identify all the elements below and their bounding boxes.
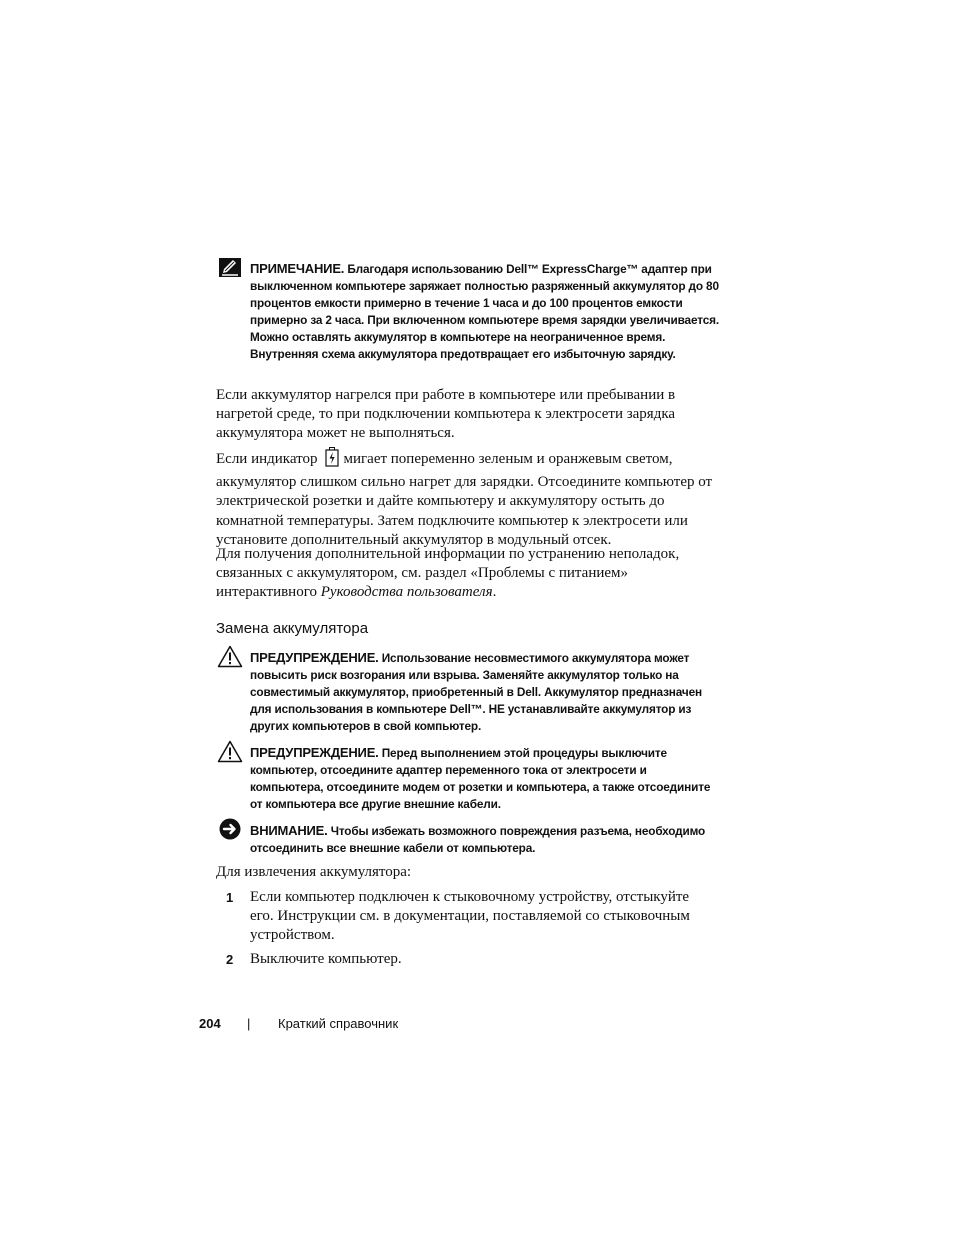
paragraph-more-info-after: . <box>492 584 497 601</box>
page-number: 204 <box>199 1016 221 1031</box>
step-number: 1 <box>226 890 234 905</box>
step-number: 2 <box>226 952 234 967</box>
footer-separator: | <box>247 1016 251 1031</box>
paragraph-indicator-before: Если индикатор <box>216 451 318 467</box>
section-title: Замена аккумулятора <box>216 620 369 637</box>
paragraph-overheat: Если аккумулятор нагрелся при работе в компьютере или пребывании в нагретой среде, то при подключении компьютера к электросети зарядка аккумулятора может не выполняться. <box>216 387 676 442</box>
note-pencil-icon <box>219 258 241 282</box>
step-text: Если компьютер подключен к стыковочному устройству, отстыкуйте его. Инструкции см. в документации, поставляемой со стыковочным устройством. <box>250 889 690 944</box>
caution-hand-icon <box>219 818 241 845</box>
warning-2-text: Перед выполнением этой процедуры выключите компьютер, отсоедините адаптер переменного тока от электросети и компьютера, отсоедините модем от розетки и компьютера, а также отсоедините от компьютера все другие внешние кабели. <box>250 746 711 811</box>
paragraph-indicator-after: мигает попеременно зеленым и оранжевым светом, аккумулятор слишком сильно нагрет для зарядки. Отсоедините компьютер от электрической розетки и дайте компьютеру и аккумулятору остыть до комнатной температуры. Затем подключите компьютер к электросети или установите дополнительный аккумулятор в модульный отсек. <box>216 451 713 548</box>
warning-triangle-icon <box>217 645 243 673</box>
caution-label: ВНИМАНИЕ. <box>250 823 328 838</box>
paragraph-more-info-italic: Руководства пользователя <box>320 584 493 601</box>
warning-1-text: Использование несовместимого аккумулятора может повысить риск возгорания или взрыва. Заменяйте аккумулятор только на совместимый аккумулятор, приобретенный в Dell. Аккумулятор предназначен для использования в компьютере Dell™. НЕ устанавливайте аккумулятор из других компьютеров в свой компьютер. <box>250 651 702 733</box>
warning-2-label: ПРЕДУПРЕЖДЕНИЕ. <box>250 745 379 760</box>
paragraph-more-info-before: Для получения дополнительной информации по устранению неполадок, связанных с аккумулятором, см. раздел «Проблемы с питанием» интерактивного <box>216 546 680 601</box>
warning-block-1 <box>250 649 720 735</box>
note-block <box>250 260 720 363</box>
step-text: Выключите компьютер. <box>250 951 402 967</box>
footer-title: Краткий справочник <box>278 1016 399 1031</box>
steps-intro: Для извлечения аккумулятора: <box>216 864 412 880</box>
caution-text: Чтобы избежать возможного повреждения разъема, необходимо отсоединить все внешние кабели от компьютера. <box>250 824 706 855</box>
warning-block-2 <box>250 744 720 813</box>
battery-status-icon <box>325 447 339 473</box>
note-label: ПРИМЕЧАНИЕ. <box>250 261 345 276</box>
caution-block <box>250 822 720 857</box>
paragraph-more-info <box>216 545 724 603</box>
note-text: Благодаря использованию Dell™ ExpressCharge™ адаптер при выключенном компьютере заряжает полностью разряженный аккумулятор до 80 процентов емкости примерно в течение 1 часа и до 100 процентов емкости примерно за 2 часа. При включенном компьютере время зарядки увеличивается. Можно оставлять аккумулятор в компьютере на неограниченное время. Внутренняя схема аккумулятора предотвращает его избыточную зарядку. <box>250 262 719 361</box>
warning-1-label: ПРЕДУПРЕЖДЕНИЕ. <box>250 650 379 665</box>
warning-triangle-icon <box>217 740 243 768</box>
paragraph-indicator <box>216 447 724 550</box>
